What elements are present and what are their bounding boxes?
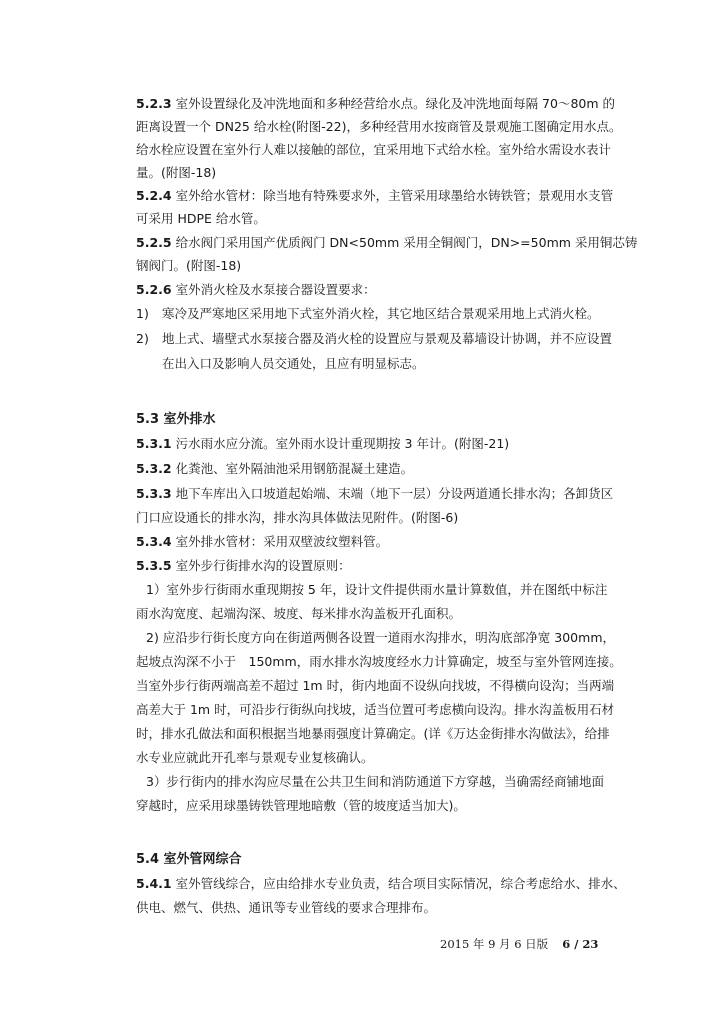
section-heading-5-3: 5.3 室外排水 <box>136 412 216 427</box>
clause-number: 5.4.1 <box>136 876 172 891</box>
list-item <box>136 329 616 349</box>
paragraph-line: 水专业应就此开孔率与景观专业复核确认。 <box>136 750 374 765</box>
clause-text-line: 给水栓应设置在室外行人难以接触的部位，宜采用地下式给水栓。室外给水需设水表计 <box>136 142 612 157</box>
list-marker: 2) <box>136 331 149 346</box>
clause-text: 给水阀门采用国产优质阀门 DN<50mm 采用全铜阀门，DN>=50mm 采用铜芯铸 <box>175 235 638 250</box>
clause-text: 室外给水管材：除当地有特殊要求外，主管采用球墨给水铸铁管；景观用水支管 <box>175 188 614 203</box>
clause-text-line: 量。(附图-18) <box>136 165 217 180</box>
clause-number: 5.2.4 <box>136 188 172 203</box>
clause-text: 室外设置绿化及冲洗地面和多种经营给水点。绿化及冲洗地面每隔 70～80m 的 <box>175 96 616 111</box>
clause-text-line: 供电、燃气、供热、通讯等专业管线的要求合理排布。 <box>136 900 437 915</box>
clause-number: 5.2.3 <box>136 96 172 111</box>
clause-text: 室外步行街排水沟的设置原则： <box>175 558 351 573</box>
clause-5-2-3 <box>136 94 616 114</box>
list-text-line: 在出入口及影响人员交通处，且应有明显标志。 <box>162 356 425 371</box>
list-marker: 1) <box>136 306 149 321</box>
paragraph-line: 2) 应沿步行街长度方向在街道两侧各设置一道雨水沟排水，明沟底部净宽 300mm， <box>146 630 615 645</box>
paragraph-line: 穿越时，应采用球墨铸铁管理地暗敷（管的坡度适当加大)。 <box>136 798 466 813</box>
clause-text: 室外消火栓及水泵接合器设置要求： <box>175 282 376 297</box>
clause-text: 地下车库出入口坡道起始端、末端（地下一层）分设两道通长排水沟；各卸货区 <box>175 486 614 501</box>
clause-5-2-5 <box>136 233 638 253</box>
list-text: 地上式、墙壁式水泵接合器及消火栓的设置应与景观及幕墙设计协调，并不应设置 <box>162 331 613 346</box>
clause-text: 室外管线综合，应由给排水专业负责，结合项目实际情况，综合考虑给水、排水、 <box>175 876 626 891</box>
clause-number: 5.3.1 <box>136 436 172 451</box>
clause-number: 5.3.2 <box>136 461 172 476</box>
clause-5-2-4 <box>136 186 616 206</box>
clause-5-2-6 <box>136 280 616 300</box>
clause-text: 室外排水管材：采用双壁波纹塑料管。 <box>175 534 389 549</box>
clause-text: 化粪池、室外隔油池采用钢筋混凝土建造。 <box>175 461 414 476</box>
clause-number: 5.2.5 <box>136 235 172 250</box>
clause-text-line: 可采用 HDPE 给水管。 <box>136 211 266 226</box>
paragraph-line: 3）步行街内的排水沟应尽量在公共卫生间和消防通道下方穿越，当确需经商铺地面 <box>146 774 604 789</box>
paragraph-line: 1）室外步行街雨水重现期按 5 年，设计文件提供雨水量计算数值，并在图纸中标注 <box>146 582 608 597</box>
clause-text-line: 门口应设通长的排水沟，排水沟具体做法见附件。(附图-6) <box>136 510 459 525</box>
paragraph-line: 雨水沟宽度、起端沟深、坡度、每米排水沟盖板开孔面积。 <box>136 606 462 621</box>
list-text: 寒冷及严寒地区采用地下式室外消火栓，其它地区结合景观采用地上式消火栓。 <box>162 306 600 321</box>
clause-5-3-4 <box>136 532 616 552</box>
clause-number: 5.2.6 <box>136 282 172 297</box>
paragraph-line: 高差大于 1m 时，可沿步行街纵向找坡，适当位置可考虑横向设沟。排水沟盖板用石材 <box>136 702 615 717</box>
clause-5-3-1 <box>136 434 616 454</box>
version-date: 2015 年 9 月 6 日版 <box>440 937 549 951</box>
clause-text-line: 距离设置一个 DN25 给水栓(附图-22)，多种经营用水按商管及景观施工图确定用水点。 <box>136 119 622 134</box>
clause-5-3-5 <box>136 556 616 576</box>
paragraph-line: 起坡点沟深不小于 150mm，雨水排水沟坡度经水力计算确定，坡至与室外管网连接。 <box>136 654 622 669</box>
clause-5-4-1 <box>136 874 626 894</box>
clause-number: 5.3.5 <box>136 558 172 573</box>
list-item <box>136 304 616 324</box>
section-heading-5-4: 5.4 室外管网综合 <box>136 852 242 867</box>
clause-text: 污水雨水应分流。室外雨水设计重现期按 3 年计。(附图-21) <box>175 436 510 451</box>
page-footer <box>440 936 616 952</box>
clause-5-3-2 <box>136 459 616 479</box>
clause-5-3-3 <box>136 484 616 504</box>
paragraph-line: 时，排水孔做法和面积根据当地暴雨强度计算确定。(详《万达金街排水沟做法》，给排 <box>136 726 610 741</box>
paragraph-line: 当室外步行街两端高差不超过 1m 时，街内地面不设纵向找坡，不得横向设沟；当两端 <box>136 678 615 693</box>
clause-number: 5.3.3 <box>136 486 172 501</box>
page-number: 6 / 23 <box>562 937 599 951</box>
clause-number: 5.3.4 <box>136 534 172 549</box>
clause-text-line: 钢阀门。(附图-18) <box>136 258 242 273</box>
